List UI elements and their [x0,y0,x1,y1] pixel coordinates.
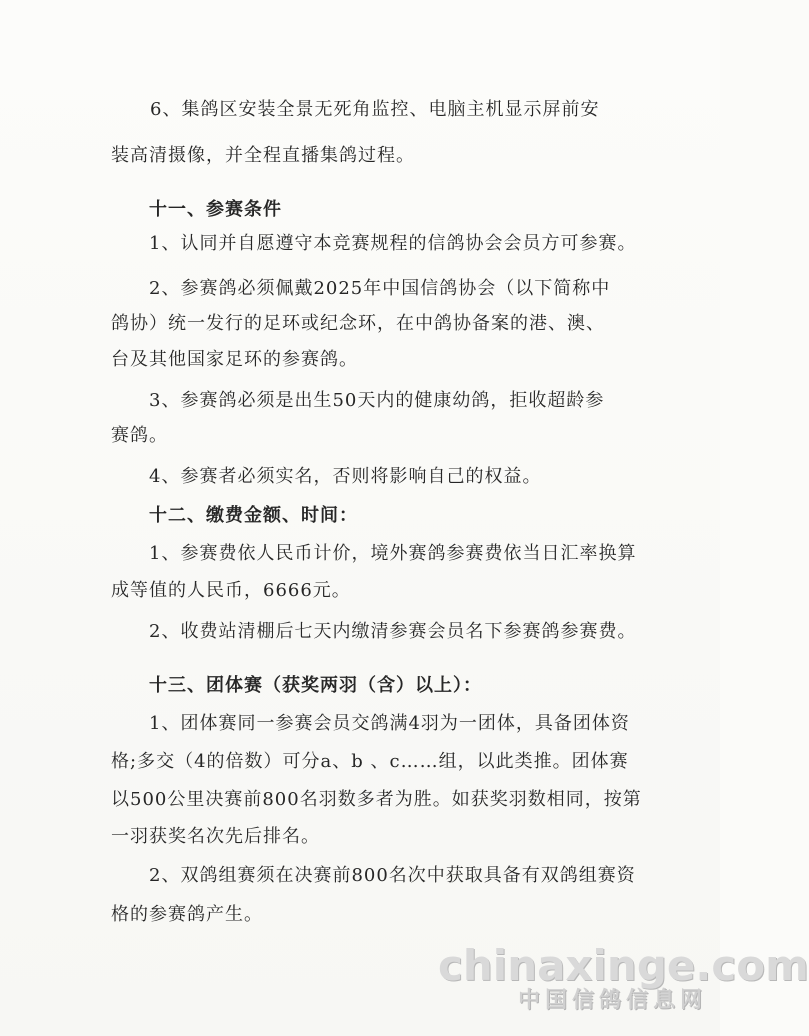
section-11-item-2-line-2: 鸽协）统一发行的足环或纪念环，在中鸽协备案的港、澳、 [111,313,605,334]
section-11-heading: 十一、参赛条件 [149,199,282,220]
paragraph-6-line-2: 装高清摄像，并全程直播集鸽过程。 [111,145,415,166]
section-11-item-1: 1、认同并自愿遵守本竞赛规程的信鸽协会会员方可参赛。 [149,233,637,254]
section-13-item-1-line-4: 一羽获奖名次先后排名。 [111,826,320,847]
paragraph-6-line-1: 6、集鸽区安装全景无死角监控、电脑主机显示屏前安 [150,99,600,120]
section-11-item-3-line-2: 赛鸽。 [111,425,168,446]
watermark-site-name: 中国信鸽信息网 [518,988,708,1013]
section-11-item-4: 4、参赛者必须实名，否则将影响自己的权益。 [149,466,542,487]
watermark-site-domain: chinaxinge.com [438,941,809,990]
section-11-item-2-line-1: 2、参赛鸽必须佩戴2025年中国信鸽协会（以下简称中 [149,278,611,299]
section-12-item-2: 2、收费站清棚后七天内缴清参赛会员名下参赛鸽参赛费。 [149,621,637,642]
section-13-item-2-line-1: 2、双鸽组赛须在决赛前800名次中获取具备有双鸽组赛资 [149,865,636,886]
section-12-heading: 十二、缴费金额、时间： [149,505,358,526]
section-13-item-1-line-2: 格;多交（4的倍数）可分a、b 、c……组，以此类推。团体赛 [111,751,629,772]
section-11-item-3-line-1: 3、参赛鸽必须是出生50天内的健康幼鸽，拒收超龄参 [149,390,605,411]
section-12-item-1-line-2: 成等值的人民币，6666元。 [111,580,351,601]
section-11-item-2-line-3: 台及其他国家足环的参赛鸽。 [111,349,358,370]
section-12-item-1-line-1: 1、参赛费依人民币计价，境外赛鸽参赛费依当日汇率换算 [149,543,637,564]
section-13-item-1-line-3: 以500公里决赛前800名羽数多者为胜。如获奖羽数相同，按第 [111,789,642,810]
section-13-heading: 十三、团体赛（获奖两羽（含）以上）： [149,675,482,696]
section-13-item-1-line-1: 1、团体赛同一参赛会员交鸽满4羽为一团体，具备团体资 [149,713,630,734]
section-13-item-2-line-2: 格的参赛鸽产生。 [111,904,263,925]
